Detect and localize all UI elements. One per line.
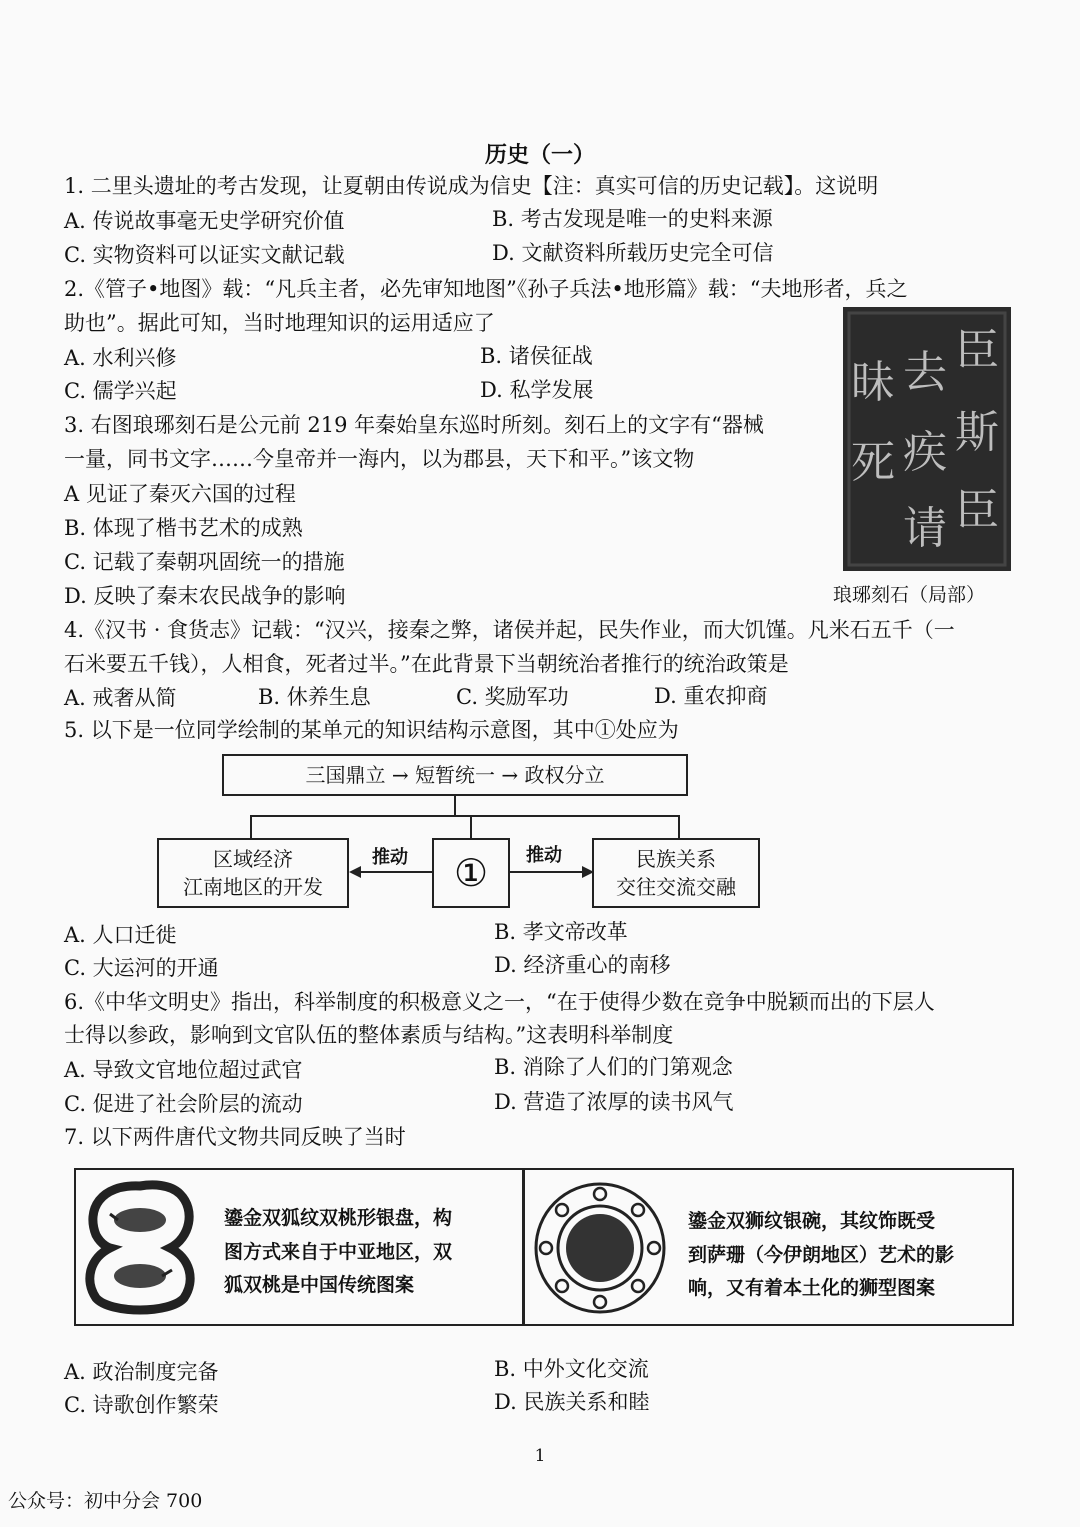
left-artifact-text-2: 图方式来自于中亚地区，双 — [224, 1241, 453, 1263]
q6-option-b[interactable]: B. 消除了人们的门第观念 — [494, 1055, 733, 1079]
q7-option-b[interactable]: B. 中外文化交流 — [494, 1357, 649, 1381]
stone-char: 去 — [903, 347, 947, 398]
q4-stem-line1: 4.《汉书 · 食货志》记载：“汉兴，接秦之弊，诸侯并起，民失作业，而大饥馑。凡米石五千（一 — [64, 618, 955, 642]
stone-char: 臣 — [955, 485, 999, 536]
diagram-connector — [470, 815, 472, 839]
stone-char: 昧 — [851, 357, 895, 408]
diagram-right-line1: 民族关系 — [636, 847, 716, 871]
q5-stem: 5. 以下是一位同学绘制的某单元的知识结构示意图，其中①处应为 — [64, 718, 679, 742]
right-artifact-text-1: 鎏金双狮纹银碗，其纹饰既受 — [688, 1210, 936, 1232]
q2-option-a[interactable]: A. 水利兴修 — [64, 346, 177, 370]
q4-option-a[interactable]: A. 戒奢从简 — [64, 686, 177, 710]
artifact-divider — [522, 1168, 525, 1326]
stone-caption: 琅琊刻石（局部） — [833, 584, 986, 606]
q1-option-c[interactable]: C. 实物资料可以证实文献记载 — [64, 243, 345, 267]
stone-char: 死 — [851, 437, 895, 488]
diagram-connector — [250, 815, 252, 839]
right-artifact-text-2: 到萨珊（今伊朗地区）艺术的影 — [688, 1244, 955, 1266]
q5-option-c[interactable]: C. 大运河的开通 — [64, 956, 219, 980]
diagram-top-text: 三国鼎立 → 短暂统一 → 政权分立 — [305, 763, 605, 787]
q5-option-d[interactable]: D. 经济重心的南移 — [494, 953, 671, 977]
q7-stem: 7. 以下两件唐代文物共同反映了当时 — [64, 1125, 406, 1149]
right-artifact-text-3: 响，又有着本土化的狮型图案 — [688, 1277, 936, 1299]
q4-option-d[interactable]: D. 重农抑商 — [654, 684, 768, 708]
q2-option-d[interactable]: D. 私学发展 — [480, 378, 594, 402]
q1-option-b[interactable]: B. 考古发现是唯一的史料来源 — [492, 207, 773, 231]
diagram-center-box — [432, 838, 510, 908]
q1-option-a[interactable]: A. 传说故事毫无史学研究价值 — [64, 209, 345, 233]
stone-char: 斯 — [955, 407, 999, 458]
q7-option-a[interactable]: A. 政治制度完备 — [64, 1360, 219, 1384]
q6-stem-line2: 士得以参政，影响到文官队伍的整体素质与结构。”这表明科举制度 — [64, 1023, 674, 1047]
page-number: 1 — [534, 1446, 546, 1466]
stone-char: 臣 — [955, 325, 999, 376]
diagram-connector — [454, 796, 456, 816]
q4-option-b[interactable]: B. 休养生息 — [258, 685, 371, 709]
stone-char: 疾 — [903, 427, 947, 478]
q4-option-c[interactable]: C. 奖励军功 — [456, 685, 569, 709]
diagram-left-box — [157, 838, 349, 908]
q6-option-c[interactable]: C. 促进了社会阶层的流动 — [64, 1092, 303, 1116]
q6-option-d[interactable]: D. 营造了浓厚的读书风气 — [494, 1090, 734, 1114]
q7-option-d[interactable]: D. 民族关系和睦 — [494, 1390, 650, 1414]
q2-stem-line2: 助也”。据此可知，当时地理知识的运用适应了 — [64, 311, 495, 335]
q3-option-d[interactable]: D. 反映了秦末农民战争的影响 — [64, 584, 346, 608]
q4-stem-line2: 石米要五千钱），人相食，死者过半。”在此背景下当朝统治者推行的统治政策是 — [64, 652, 789, 676]
left-arrow-label: 推动 — [372, 847, 408, 868]
diagram-left-line1: 区域经济 — [213, 847, 293, 871]
diagram-connector — [250, 815, 680, 817]
diagram-connector — [678, 815, 680, 839]
left-artifact-text-1: 鎏金双狐纹双桃形银盘，构 — [224, 1207, 453, 1229]
diagram-left-line2: 江南地区的开发 — [183, 875, 323, 899]
diagram-center-mark: ① — [453, 851, 489, 895]
q6-option-a[interactable]: A. 导致文官地位超过武官 — [64, 1058, 303, 1082]
double-fox-silver-plate-icon — [80, 1180, 200, 1315]
q3-option-a[interactable]: A 见证了秦灭六国的过程 — [64, 482, 296, 506]
diagram-right-line2: 交往交流交融 — [616, 875, 736, 899]
q3-stem-line2: 一量，同书文字……今皇帝并一海内，以为郡县，天下和平。”该文物 — [64, 447, 695, 471]
q6-stem-line1: 6.《中华文明史》指出，科举制度的积极意义之一，“在于使得少数在竞争中脱颖而出的下层人 — [64, 990, 935, 1014]
diagram-top-box — [222, 754, 688, 796]
q5-option-b[interactable]: B. 孝文帝改革 — [494, 920, 628, 944]
page-title: 历史（一） — [484, 142, 595, 168]
diagram-right-box — [592, 838, 760, 908]
q3-option-b[interactable]: B. 体现了楷书艺术的成熟 — [64, 516, 303, 540]
left-artifact-text-3: 狐双桃是中国传统图案 — [224, 1274, 415, 1296]
q2-option-c[interactable]: C. 儒学兴起 — [64, 379, 177, 403]
q2-option-b[interactable]: B. 诸侯征战 — [480, 344, 593, 368]
q5-option-a[interactable]: A. 人口迁徙 — [64, 923, 177, 947]
q3-option-c[interactable]: C. 记载了秦朝巩固统一的措施 — [64, 550, 345, 574]
footer-text: 公众号：初中分会 700 — [8, 1490, 203, 1512]
q7-option-c[interactable]: C. 诗歌创作繁荣 — [64, 1393, 219, 1417]
q3-stem-line1: 3. 右图琅琊刻石是公元前 219 年秦始皇东巡时所刻。刻石上的文字有“器械 — [64, 413, 764, 437]
stone-rubbing-graphic — [843, 307, 1011, 571]
q1-option-d[interactable]: D. 文献资料所载历史完全可信 — [492, 241, 774, 265]
stone-char: 请 — [903, 503, 947, 554]
q2-stem-line1: 2.《管子•地图》载：“凡兵主者，必先审知地图”《孙子兵法•地形篇》载：“夫地形者，兵之 — [64, 277, 908, 301]
q1-stem: 1. 二里头遗址的考古发现，让夏朝由传说成为信史【注：真实可信的历史记载】。这说明 — [64, 174, 879, 198]
langya-stone-image — [843, 307, 1011, 571]
right-arrow-label: 推动 — [526, 845, 562, 866]
double-lion-silver-bowl-icon — [530, 1178, 670, 1318]
